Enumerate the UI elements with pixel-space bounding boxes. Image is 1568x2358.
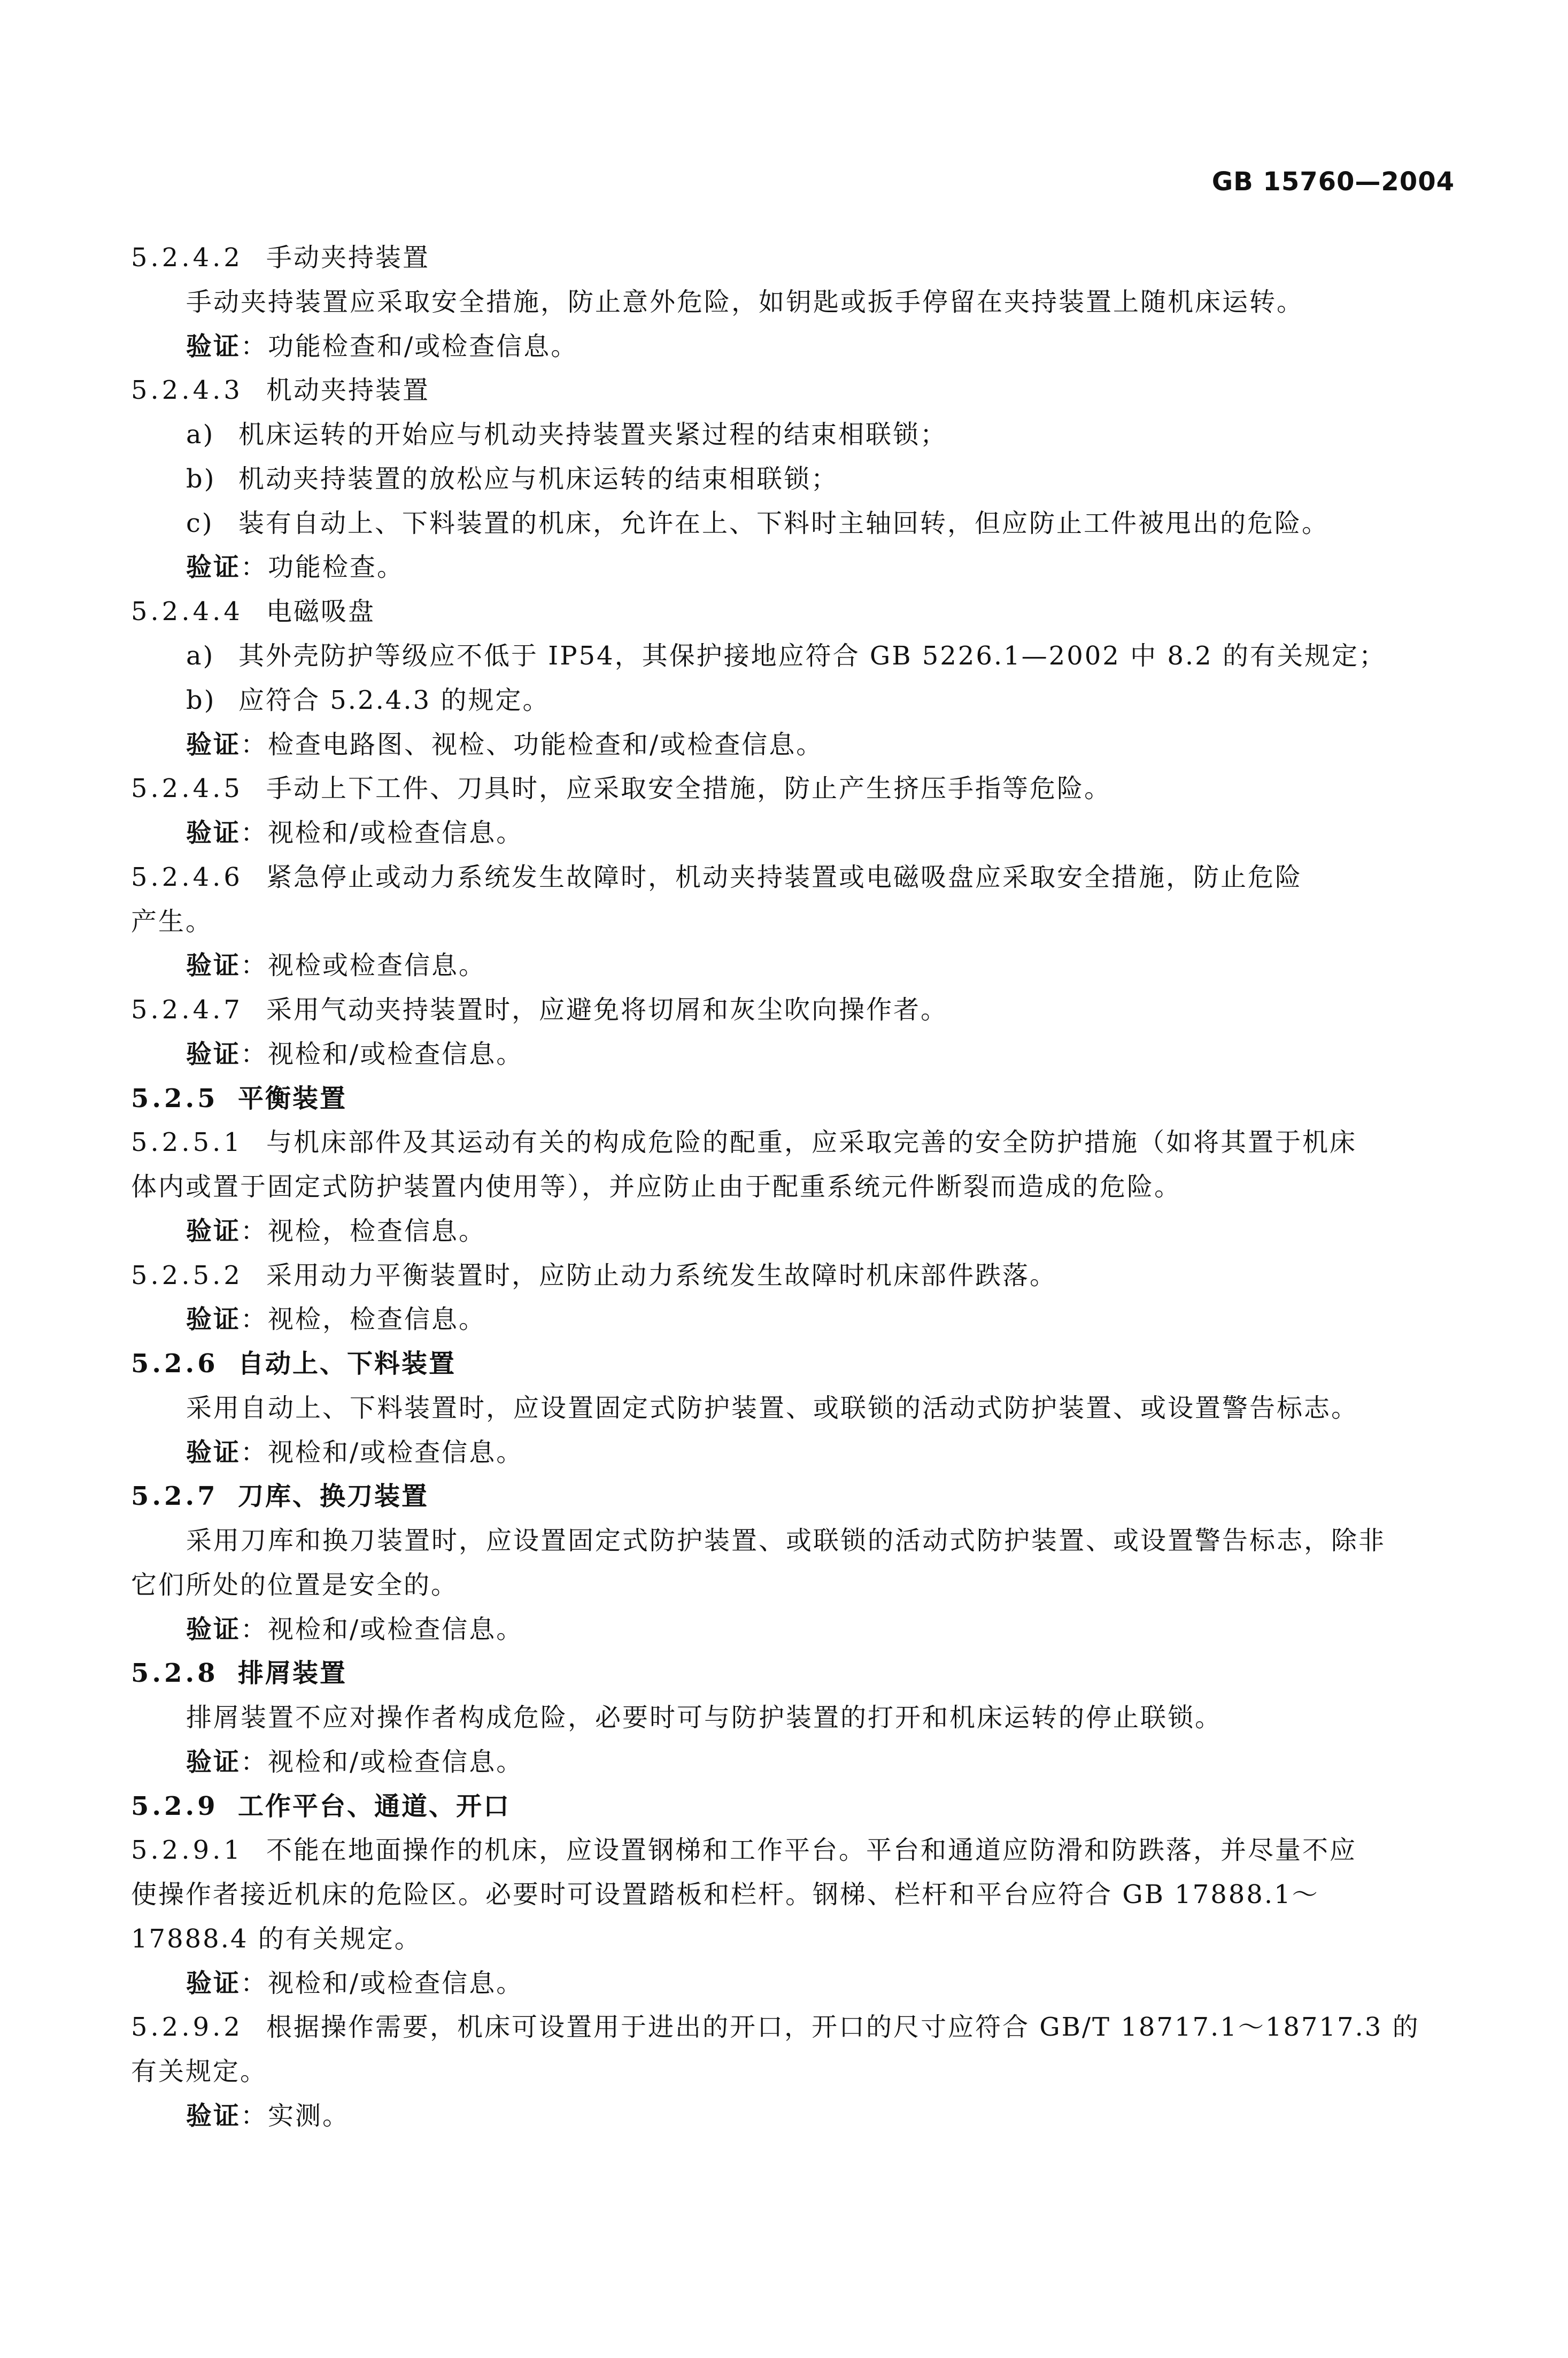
clause-5-2-6-text: 采用自动上、下料装置时，应设置固定式防护装置、或联锁的活动式防护装置、或设置警告标志。 <box>186 1393 1359 1423</box>
clause-5-2-8-verification: 验证：视检和/或检查信息。 <box>186 1747 524 1777</box>
clause-number: 5.2.7 <box>131 1481 219 1511</box>
item-marker: c) <box>186 508 214 538</box>
verification-label: 验证 <box>186 1437 241 1467</box>
verification-label: 验证 <box>186 1968 241 1998</box>
item-marker: a) <box>186 420 215 450</box>
clause-5-2-9-2-continued: 有关规定。 <box>131 2057 268 2086</box>
clause-title: 平衡装置 <box>238 1084 347 1114</box>
clause-number: 5.2.4.3 <box>131 375 243 405</box>
clause-title: 排屑装置 <box>238 1658 347 1688</box>
clause-5-2-9-heading <box>131 1790 511 1822</box>
clause-5-2-4-3-heading <box>131 374 430 406</box>
clause-title: 自动上、下料装置 <box>238 1349 457 1379</box>
verification-label: 验证 <box>186 331 241 361</box>
clause-5-2-5-2: 5.2.5.2 采用动力平衡装置时，应防止动力系统发生故障时机床部件跌落。 <box>131 1261 1057 1290</box>
clause-5-2-7-verification: 验证：视检和/或检查信息。 <box>186 1614 524 1644</box>
item-marker: b) <box>186 464 216 494</box>
list-item-b: b) 机动夹持装置的放松应与机床运转的结束相联锁； <box>186 464 839 494</box>
clause-5-2-4-7-verification: 验证：视检和/或检查信息。 <box>186 1039 524 1069</box>
list-item-b: b) 应符合 5.2.4.3 的规定。 <box>186 685 550 715</box>
clause-5-2-6-verification: 验证：视检和/或检查信息。 <box>186 1437 524 1467</box>
clause-number: 5.2.9.2 <box>131 2012 243 2042</box>
clause-5-2-6-heading <box>131 1348 456 1380</box>
clause-5-2-4-4-heading <box>131 596 375 628</box>
list-item-c: c) 装有自动上、下料装置的机床，允许在上、下料时主轴回转，但应防止工件被甩出的危险。 <box>186 508 1330 538</box>
clause-number: 5.2.4.7 <box>131 995 243 1025</box>
clause-5-2-4-2-verification: 验证：功能检查和/或检查信息。 <box>186 331 578 361</box>
clause-5-2-9-2: 5.2.9.2 根据操作需要，机床可设置用于进出的开口，开口的尺寸应符合 GB/T 18717.1～18717.3 的 <box>131 2012 1420 2042</box>
verification-label: 验证 <box>186 1614 241 1644</box>
clause-5-2-9-1-continued: 使操作者接近机床的危险区。必要时可设置踏板和栏杆。钢梯、栏杆和平台应符合 GB 17888.1～ <box>131 1880 1319 1909</box>
clause-number: 5.2.4.2 <box>131 243 243 273</box>
clause-5-2-8-text: 排屑装置不应对操作者构成危险，必要时可与防护装置的打开和机床运转的停止联锁。 <box>186 1703 1223 1733</box>
clause-5-2-9-1-continued-2: 17888.4 的有关规定。 <box>131 1924 422 1954</box>
item-marker: b) <box>186 685 216 715</box>
clause-number: 5.2.4.4 <box>131 597 243 627</box>
clause-title: 机动夹持装置 <box>266 375 430 405</box>
clause-5-2-7-text: 采用刀库和换刀装置时，应设置固定式防护装置、或联锁的活动式防护装置、或设置警告标志，除非 <box>186 1526 1386 1556</box>
verification-label: 验证 <box>186 730 241 760</box>
verification-label: 验证 <box>186 1304 241 1334</box>
clause-5-2-4-5-verification: 验证：视检和/或检查信息。 <box>186 818 524 848</box>
standard-code: GB 15760—2004 <box>1211 167 1455 197</box>
clause-5-2-5-heading <box>131 1083 347 1115</box>
clause-5-2-4-5: 5.2.4.5 手动上下工件、刀具时，应采取安全措施，防止产生挤压手指等危险。 <box>131 774 1112 803</box>
clause-5-2-5-1: 5.2.5.1 与机床部件及其运动有关的构成危险的配重，应采取完善的安全防护措施（如将其置于机床 <box>131 1127 1357 1157</box>
clause-5-2-4-4-verification: 验证：检查电路图、视检、功能检查和/或检查信息。 <box>186 730 824 760</box>
list-item-a: a) 机床运转的开始应与机动夹持装置夹紧过程的结束相联锁； <box>186 420 948 450</box>
clause-5-2-4-2-text: 手动夹持装置应采取安全措施，防止意外危险，如钥匙或扳手停留在夹持装置上随机床运转。 <box>186 287 1304 317</box>
clause-5-2-5-1-continued: 体内或置于固定式防护装置内使用等），并应防止由于配重系统元件断裂而造成的危险。 <box>131 1172 1182 1202</box>
clause-number: 5.2.6 <box>131 1349 219 1379</box>
clause-number: 5.2.8 <box>131 1658 219 1688</box>
verification-label: 验证 <box>186 818 241 848</box>
clause-5-2-4-6: 5.2.4.6 紧急停止或动力系统发生故障时，机动夹持装置或电磁吸盘应采取安全措施，防止危险 <box>131 862 1303 892</box>
clause-number: 5.2.9 <box>131 1791 219 1821</box>
clause-5-2-4-2-heading <box>131 242 430 274</box>
verification-label: 验证 <box>186 1039 241 1069</box>
clause-5-2-4-6-verification: 验证：视检或检查信息。 <box>186 950 486 980</box>
clause-5-2-5-2-verification: 验证：视检，检查信息。 <box>186 1304 486 1334</box>
clause-5-2-7-continued: 它们所处的位置是安全的。 <box>131 1570 459 1600</box>
clause-title: 刀库、换刀装置 <box>238 1481 429 1511</box>
verification-label: 验证 <box>186 1216 241 1246</box>
verification-label: 验证 <box>186 950 241 980</box>
clause-number: 5.2.4.6 <box>131 862 243 892</box>
clause-5-2-9-2-verification: 验证：实测。 <box>186 2101 350 2131</box>
list-item-a: a) 其外壳防护等级应不低于 IP54，其保护接地应符合 GB 5226.1—2002 中 8.2 的有关规定； <box>186 641 1386 671</box>
clause-5-2-4-3-verification: 验证：功能检查。 <box>186 552 405 582</box>
clause-5-2-7-heading <box>131 1480 429 1512</box>
clause-title: 手动夹持装置 <box>266 243 430 273</box>
clause-number: 5.2.5.1 <box>131 1127 243 1157</box>
verification-label: 验证 <box>186 552 241 582</box>
clause-5-2-4-7: 5.2.4.7 采用气动夹持装置时，应避免将切屑和灰尘吹向操作者。 <box>131 995 948 1025</box>
clause-title: 电磁吸盘 <box>266 597 376 627</box>
clause-5-2-9-1-verification: 验证：视检和/或检查信息。 <box>186 1968 524 1998</box>
clause-5-2-5-1-verification: 验证：视检，检查信息。 <box>186 1216 486 1246</box>
clause-5-2-4-6-continued: 产生。 <box>131 907 213 937</box>
clause-number: 5.2.4.5 <box>131 774 243 803</box>
clause-title: 工作平台、通道、开口 <box>238 1791 511 1821</box>
clause-5-2-9-1: 5.2.9.1 不能在地面操作的机床，应设置钢梯和工作平台。平台和通道应防滑和防跌落，并尽量不应 <box>131 1835 1357 1865</box>
clause-number: 5.2.5 <box>131 1084 219 1114</box>
verification-label: 验证 <box>186 1747 241 1777</box>
item-marker: a) <box>186 641 215 671</box>
clause-number: 5.2.5.2 <box>131 1261 243 1290</box>
clause-5-2-8-heading <box>131 1657 347 1689</box>
verification-label: 验证 <box>186 2101 241 2131</box>
clause-number: 5.2.9.1 <box>131 1835 243 1865</box>
